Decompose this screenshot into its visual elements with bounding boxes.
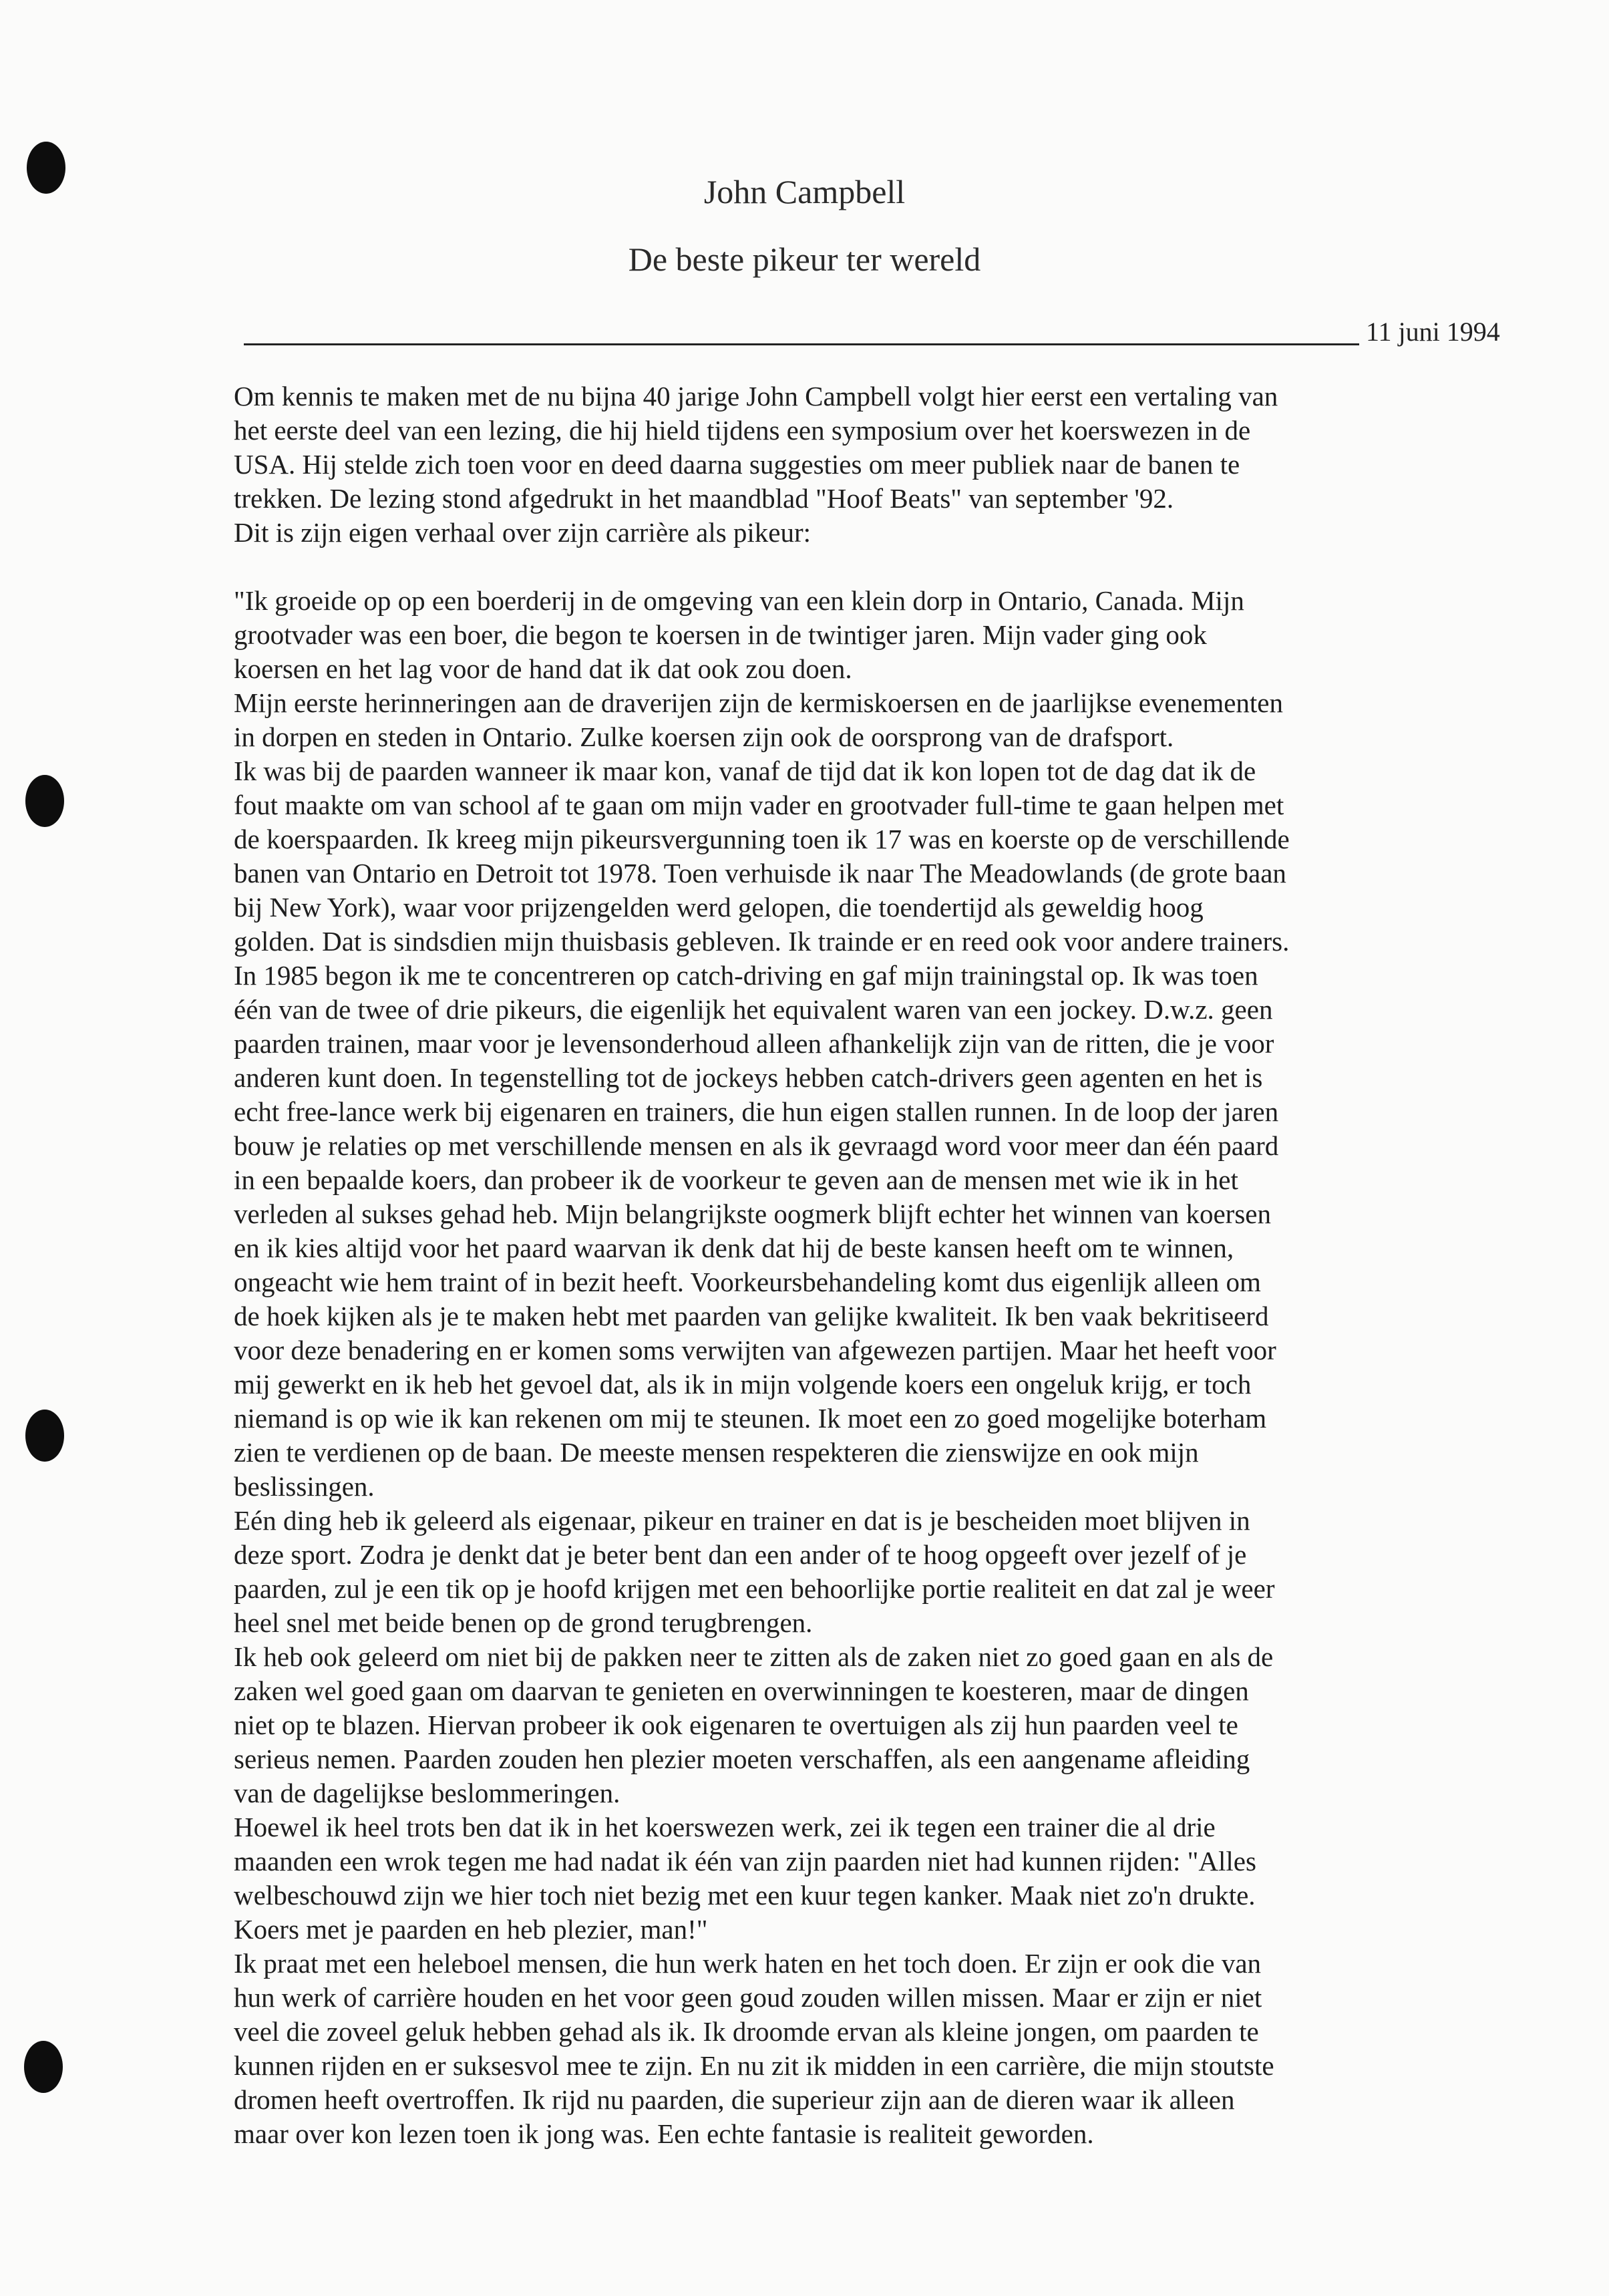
text-line: in een bepaalde koers, dan probeer ik de voorkeur te geven aan de mensen met wie ik in het: [234, 1164, 1238, 1195]
text-line: in dorpen en steden in Ontario. Zulke koersen zijn ook de oorsprong van de drafsport.: [234, 721, 1174, 752]
text-line: Om kennis te maken met de nu bijna 40 jarige John Campbell volgt hier eerst een vertaling van: [234, 381, 1278, 412]
document-title: John Campbell: [703, 173, 906, 210]
text-line: beslissingen.: [234, 1471, 375, 1502]
text-line: zien te verdienen op de baan. De meeste mensen respekteren die zienswijze en ook mijn: [234, 1437, 1199, 1468]
text-line: trekken. De lezing stond afgedrukt in het maandblad "Hoof Beats" van september '92.: [234, 483, 1174, 514]
text-line: van de dagelijkse beslommeringen.: [234, 1778, 620, 1808]
text-line: Ik was bij de paarden wanneer ik maar kon, vanaf de tijd dat ik kon lopen tot de dag dat ik de: [234, 756, 1256, 786]
text-line: bij New York), waar voor prijzengelden werd gelopen, die toendertijd als geweldig hoog: [234, 892, 1204, 923]
paragraph-gap: [234, 550, 1543, 584]
text-line: fout maakte om van school af te gaan om mijn vader en grootvader full-time te gaan helpen met: [234, 790, 1284, 820]
text-line: Ik heb ook geleerd om niet bij de pakken neer te zitten als de zaken niet zo goed gaan en als de: [234, 1641, 1274, 1672]
text-line: dromen heeft overtroffen. Ik rijd nu paarden, die superieur zijn aan de dieren waar ik alleen: [234, 2084, 1235, 2115]
text-line: niemand is op wie ik kan rekenen om mij te steunen. Ik moet een zo goed mogelijke boterham: [234, 1403, 1267, 1434]
text-line: anderen kunt doen. In tegenstelling tot de jockeys hebben catch-drivers geen agenten en het is: [234, 1062, 1263, 1093]
text-line: maanden een wrok tegen me had nadat ik één van zijn paarden niet had kunnen rijden: "Alles: [234, 1846, 1256, 1876]
text-line: het eerste deel van een lezing, die hij hield tijdens een symposium over het koerswezen in de: [234, 415, 1251, 446]
text-line: grootvader was een boer, die begon te koersen in de twintiger jaren. Mijn vader ging ook: [234, 619, 1207, 650]
text-line: heel snel met beide benen op de grond terugbrengen.: [234, 1607, 813, 1638]
text-line: paarden, zul je een tik op je hoofd krijgen met een behoorlijke portie realiteit en dat zal je weer: [234, 1573, 1275, 1604]
text-line: kunnen rijden en er suksesvol mee te zijn. En nu zit ik midden in een carrière, die mijn stoutste: [234, 2050, 1274, 2081]
text-line: niet op te blazen. Hiervan probeer ik ook eigenaren te overtuigen als zij hun paarden veel te: [234, 1709, 1238, 1740]
text-line: welbeschouwd zijn we hier toch niet bezig met een kuur tegen kanker. Maak niet zo'n drukte.: [234, 1880, 1256, 1911]
punch-hole: [25, 775, 64, 827]
text-line: Mijn eerste herinneringen aan de draverijen zijn de kermiskoersen en de jaarlijkse evenementen: [234, 687, 1283, 718]
text-line: verleden al sukses gehad heb. Mijn belangrijkste oogmerk blijft echter het winnen van koersen: [234, 1198, 1271, 1229]
text-line: Hoewel ik heel trots ben dat ik in het koerswezen werk, zei ik tegen een trainer die al drie: [234, 1812, 1216, 1842]
text-line: de hoek kijken als je te maken hebt met paarden van gelijke kwaliteit. Ik ben vaak bekritiseerd: [234, 1301, 1269, 1331]
text-line: deze sport. Zodra je denkt dat je beter bent dan een ander of te hoog opgeeft over jezelf of je: [234, 1539, 1247, 1570]
text-line: koersen en het lag voor de hand dat ik dat ook zou doen.: [234, 653, 852, 684]
text-line: Koers met je paarden en heb plezier, man!": [234, 1914, 708, 1945]
text-line: voor deze benadering en er komen soms verwijten van afgewezen partijen. Maar het heeft voor: [234, 1335, 1276, 1365]
text-line: bouw je relaties op met verschillende mensen en als ik gevraagd word voor meer dan één paard: [234, 1130, 1279, 1161]
text-line: banen van Ontario en Detroit tot 1978. Toen verhuisde ik naar The Meadowlands (de grote baan: [234, 858, 1286, 888]
text-line: mij gewerkt en ik heb het gevoel dat, als ik in mijn volgende koers een ongeluk krijg, er toch: [234, 1369, 1252, 1400]
text-line: "Ik groeide op op een boerderij in de omgeving van een klein dorp in Ontario, Canada. Mijn: [234, 585, 1244, 616]
text-line: maar over kon lezen toen ik jong was. Een echte fantasie is realiteit geworden.: [234, 2118, 1094, 2149]
text-line: serieus nemen. Paarden zouden hen plezier moeten verschaffen, als een aangename afleiding: [234, 1744, 1250, 1774]
punch-hole: [25, 1410, 64, 1462]
text-line: en ik kies altijd voor het paard waarvan ik denk dat hij de beste kansen heeft om te winnen,: [234, 1233, 1234, 1263]
text-line: hun werk of carrière houden en het voor geen goud zouden willen missen. Maar er zijn er niet: [234, 1982, 1262, 2013]
text-line: één van de twee of drie pikeurs, die eigenlijk het equivalent waren van een jockey. D.w.z. geen: [234, 994, 1273, 1025]
text-line: zaken wel goed gaan om daarvan te genieten en overwinningen te koesteren, maar de dingen: [234, 1675, 1249, 1706]
text-line: golden. Dat is sindsdien mijn thuisbasis gebleven. Ik trainde er en reed ook voor andere trainers.: [234, 926, 1290, 957]
punch-hole: [24, 2041, 63, 2093]
text-line: echt free-lance werk bij eigenaren en trainers, die hun eigen stallen runnen. In de loop der jaren: [234, 1096, 1279, 1127]
text-line: Dit is zijn eigen verhaal over zijn carrière als pikeur:: [234, 517, 812, 548]
text-line: In 1985 begon ik me te concentreren op catch-driving en gaf mijn trainingstal op. Ik was toen: [234, 960, 1258, 991]
document-body: [234, 379, 1543, 2151]
document-date: 11 juni 1994: [1366, 317, 1500, 347]
text-line: ongeacht wie hem traint of in bezit heeft. Voorkeursbehandeling komt dus eigenlijk alleen om: [234, 1267, 1261, 1297]
text-line: Ik praat met een heleboel mensen, die hun werk haten en het toch doen. Er zijn er ook die van: [234, 1948, 1262, 1979]
text-line: USA. Hij stelde zich toen voor en deed daarna suggesties om meer publiek naar de banen te: [234, 449, 1240, 480]
text-line: de koerspaarden. Ik kreeg mijn pikeursvergunning toen ik 17 was en koerste op de verschillende: [234, 824, 1290, 854]
horizontal-rule: [244, 343, 1359, 345]
text-line: Eén ding heb ik geleerd als eigenaar, pikeur en trainer en dat is je bescheiden moet blijven in: [234, 1505, 1250, 1536]
intro-paragraph: [234, 379, 1543, 550]
document-subtitle: De beste pikeur ter wereld: [628, 240, 981, 278]
story-text: [234, 584, 1543, 2151]
text-line: veel die zoveel geluk hebben gehad als ik. Ik droomde ervan als kleine jongen, om paarden te: [234, 2016, 1259, 2047]
text-line: paarden trainen, maar voor je levensonderhoud alleen afhankelijk zijn van de ritten, die je voor: [234, 1028, 1274, 1059]
